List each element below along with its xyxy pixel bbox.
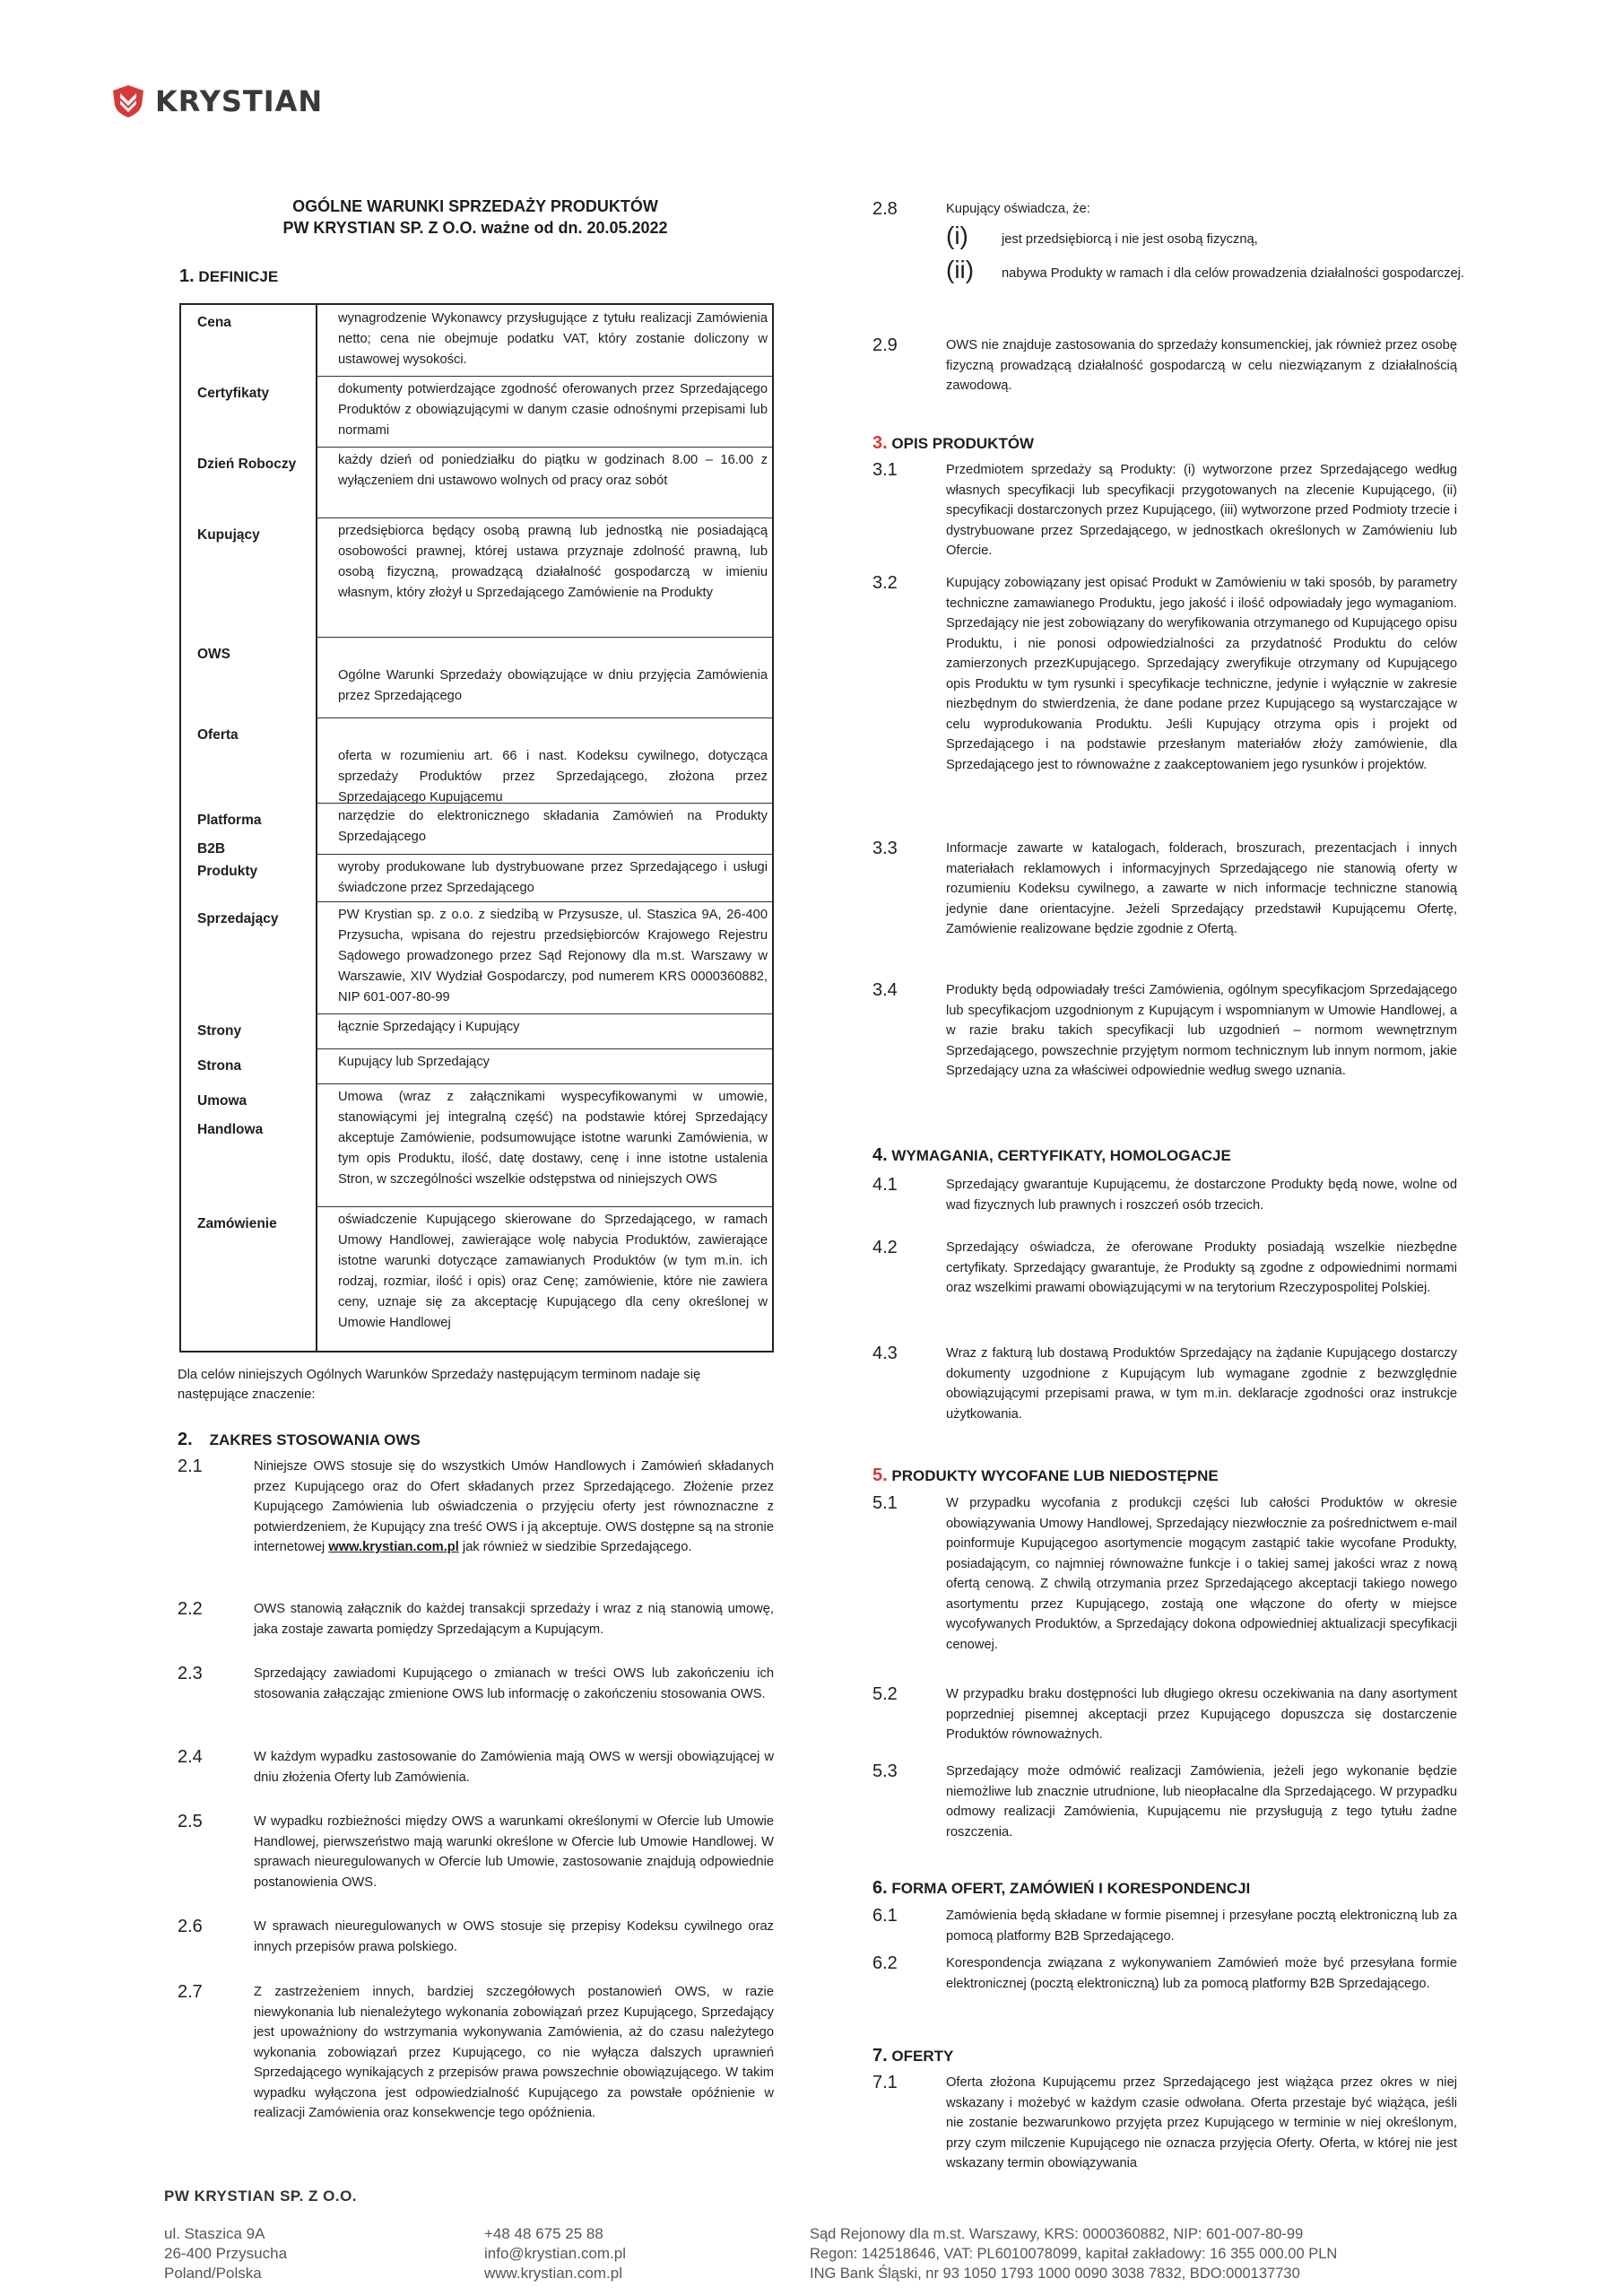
footer-phone[interactable]: +48 48 675 25 88 bbox=[484, 2225, 603, 2242]
clause-text: W wypadku rozbieżności między OWS a warunkami określonymi w Ofercie lub Umowie Handlowej, pierwszeństwo mają warunki określone w Ofercie lub Umowie Handlowej. W sprawach nieuregulowanych w Ofercie lub Umowie, zastosowanie znajdują odpowiednie postanowienia OWS. bbox=[254, 1814, 774, 1890]
section-number: 7. bbox=[872, 2046, 888, 2066]
definition-text: przedsiębiorca będący osobą prawną lub jednostką nie posiadającą osobowości prawnej, której ustawa przyznaje zdolność prawną, lub osobą fizyczną, prowadzącą działalność gospodarczą w imieniu własnym, który złożył u Sprzedającego Zamówienie na Produkty bbox=[338, 524, 768, 600]
krystian-logo-icon bbox=[110, 83, 146, 119]
definition-term: Umowa Handlowa bbox=[197, 1093, 264, 1137]
clause-text: Kupujący zobowiązany jest opisać Produkt w Zamówieniu w taki sposób, by parametry techniczne zamawianego Produktu, jego jakość i ilość odpowiadały jego wymaganiom. Sprzedający nie jest zobowiązany do weryfikowania otrzymanego od Kupującego opisu Produktu, i nie ponosi odpowiedzialności za przydatność Produktu do celów zamierzonych przezKupującego. Sprzedający zweryfikuje otrzymany od Kupującego opis Produktu w tym rysunki i specyfikacje techniczne, jedynie i wyłącznie w zakresie niezbędnym do stwierdzenia, że dane podane przez Kupującego są wystarczające w celu wyprodukowania Produktu. Jeśli Kupujący otrzyma opis i projekt od Sprzedającego i na podstawie przesłanym materiałów złoży zamówienie, dla Sprzedającego jest to równoważne z zaakceptowaniem jego rysunków i projektów. bbox=[946, 576, 1457, 772]
clause-text: W przypadku wycofania z produkcji części lub całości Produktów w okresie obowiązywania Umowy Handlowej, Sprzedający niezwłocznie za pośrednictwem e-mail poinformuje Kupującegoo asortymencie mogącym zastąpić takie wycofane Produkty, posiadającym, co najmniej równoważne funkcje i o takiej samej jakości wraz z nową ofertą cenową. Z chwilą otrzymania przez Sprzedającego akceptacji takiego nowego asortymentu przez Kupującego, zostają one włączone do oferty w miejsce wycofywanych Produktów, a Sprzedający dokona odpowiedniej aktualizacji specyfikacji cenowej. bbox=[946, 1496, 1457, 1652]
clause-number: 3.2 bbox=[872, 573, 898, 593]
clause-text: Niniejsze OWS stosuje się do wszystkich Umów Handlowych i Zamówień składanych przez Kupującego oraz do Ofert składanych przez Sprzedającego. Złożenie przez Kupującego Zamówienia lub oświadczenia o przyjęciu oferty jest równoznaczne z potwierdzeniem, że Kupujący zna treść OWS i ją akceptuje. OWS dostępne są na stronie internetowej www.krystian.com.pl jak również w siedzibie Sprzedającego. bbox=[254, 1459, 774, 1554]
definition-text: oświadczenie Kupującego skierowane do Sprzedającego, w ramach Umowy Handlowej, zawierające wolę nabycia Produktów, zawierające istotne warunki dotyczące zamawianych Produktów (w tym m.in. ich rodzaj, rozmiar, ilość i opis) oraz Cenę; zamówienie, które nie zawiera ceny, uznaje się za akceptację Kupującego dla ceny określonej w Umowie Handlowej bbox=[338, 1213, 768, 1330]
section-4-heading bbox=[872, 1145, 1231, 1166]
section-6-heading bbox=[872, 1878, 1250, 1899]
section-title: OFERTY bbox=[891, 2048, 954, 2065]
footer-company-name: PW KRYSTIAN SP. Z O.O. bbox=[164, 2187, 358, 2205]
clause-number: 2.7 bbox=[178, 1982, 203, 2002]
clause-number: 2.2 bbox=[178, 1599, 203, 1619]
clause-number: 2.9 bbox=[872, 335, 898, 355]
document-title bbox=[269, 196, 681, 239]
section-title: PRODUKTY WYCOFANE LUB NIEDOSTĘPNE bbox=[891, 1467, 1219, 1484]
table-divider bbox=[316, 305, 317, 1351]
point-number: (ii) bbox=[946, 256, 975, 283]
definition-term: Cena bbox=[197, 315, 231, 330]
clause-number: 4.2 bbox=[872, 1238, 898, 1257]
section-number: 6. bbox=[872, 1878, 888, 1898]
section-title: OPIS PRODUKTÓW bbox=[891, 435, 1035, 452]
clause-text: Zamówienia będą składane w formie pisemnej i przesyłane pocztą elektroniczną lub za pomocą platformy B2B Sprzedającego. bbox=[946, 1909, 1457, 1944]
footer-contact bbox=[484, 2224, 626, 2283]
clause-text: Sprzedający gwarantuje Kupującemu, że dostarczone Produkty będą nowe, wolne od wad fizycznych lub prawnych i roszczeń osób trzecich. bbox=[946, 1178, 1457, 1213]
definition-text: oferta w rozumieniu art. 66 i nast. Kodeksu cywilnego, dotycząca sprzedaży Produktów przez Sprzedającego, złożona przez Sprzedającego Kupującemu bbox=[338, 749, 768, 804]
clause-text: Z zastrzeżeniem innych, bardziej szczegółowych postanowień OWS, w razie niewykonania lub nienależytego wykonania zobowiązań przez Kupującego, Sprzedający jest upoważniony do wstrzymania wykonywania Zamówienia, aż do czasu należytego wykonania zobowiązań przez Kupującego, co nie wyłącza dalszych uprawnień Sprzedającego wynikających z przepisów prawa powszechnie obowiązującego. W takim wypadku wyłączona jest odpowiedzialność Kupującego za powstałe opóźnienie w realizacji Zamówienia oraz konsekwencje tego opóźnienia. bbox=[254, 1985, 774, 2120]
definition-text: łącznie Sprzedający i Kupujący bbox=[338, 1020, 520, 1034]
clause-number: 3.4 bbox=[872, 980, 898, 1000]
section-number: 4. bbox=[872, 1145, 888, 1165]
footer-legal-info: Sąd Rejonowy dla m.st. Warszawy, KRS: 0000360882, NIP: 601-007-80-99 Regon: 142518646, VAT: PL6010078099, kapitał zakładowy: 16 355 000.00 PLN ING Bank Śląski, nr 93 1050 1793 1000 0090 3038 7832, BDO:000137730 bbox=[810, 2226, 1338, 2282]
brand-name: KRYSTIAN bbox=[155, 84, 324, 118]
definition-term: Strona bbox=[197, 1058, 242, 1074]
section-title: WYMAGANIA, CERTYFIKATY, HOMOLOGACJE bbox=[891, 1147, 1231, 1164]
definition-text: narzędzie do elektronicznego składania Zamówień na Produkty Sprzedającego bbox=[338, 809, 768, 844]
clause-number: 3.1 bbox=[872, 460, 898, 480]
clause-number: 7.1 bbox=[872, 2073, 898, 2092]
clause-number: 4.3 bbox=[872, 1344, 898, 1363]
clause-text: Wraz z fakturą lub dostawą Produktów Sprzedający na żądanie Kupującego dostarczy dokumenty uzgodnione z Kupującym lub wymagane zgodnie z bezwzględnie obowiązującymi przepisami prawa, w tym m.in. deklaracje zgodności oraz instrukcje użytkowania. bbox=[946, 1346, 1457, 1422]
clause-text: Sprzedający może odmówić realizacji Zamówienia, jeżeli jego wykonanie będzie niemożliwe lub znacznie utrudnione, lub nieopłacalne dla Sprzedającego. W przypadku odmowy realizacji Zamówienia, Kupującemu nie przysługują z tego tytułu żadne roszczenia. bbox=[946, 1764, 1457, 1839]
section-number: 5. bbox=[872, 1465, 888, 1485]
definition-text: Kupujący lub Sprzedający bbox=[338, 1055, 490, 1069]
section-7-heading bbox=[872, 2046, 953, 2066]
definition-text: wyroby produkowane lub dystrybuowane przez Sprzedającego i usługi świadczone przez Sprzedającego bbox=[338, 860, 768, 895]
definition-text: dokumenty potwierdzające zgodność oferowanych przez Sprzedającego Produktów z obowiązującymi w danym czasie odnośnymi przepisami lub normami bbox=[338, 382, 768, 438]
section-5-heading bbox=[872, 1465, 1219, 1486]
clause-number: 6.1 bbox=[872, 1906, 898, 1926]
clause-text: W przypadku braku dostępności lub długiego okresu oczekiwania na dany asortyment poprzedniej pisemnej akceptacji przez Kupującego dopuszcza się dostarczenie Produktów równoważnych. bbox=[946, 1687, 1457, 1742]
section-2-heading bbox=[178, 1430, 421, 1450]
clause-number: 5.1 bbox=[872, 1493, 898, 1513]
clause-number: 4.1 bbox=[872, 1175, 898, 1195]
title-line-1: OGÓLNE WARUNKI SPRZEDAŻY PRODUKTÓW bbox=[292, 197, 658, 215]
definition-term: Strony bbox=[197, 1023, 242, 1039]
section-number: 2. bbox=[178, 1430, 193, 1449]
definition-text: wynagrodzenie Wykonawcy przysługujące z tytułu realizacji Zamówienia netto; cena nie obejmuje podatku VAT, który zostanie doliczony w ustawowej wysokości. bbox=[338, 311, 768, 367]
clause-number: 3.3 bbox=[872, 839, 898, 858]
footer-address: ul. Staszica 9A 26-400 Przysucha Poland/Polska bbox=[164, 2225, 288, 2282]
clause-number: 5.2 bbox=[872, 1684, 898, 1704]
clause-number: 6.2 bbox=[872, 1953, 898, 1973]
clause-text: Przedmiotem sprzedaży są Produkty: (i) wytworzone przez Sprzedającego według własnych specyfikacji lub specyfikacji przygotowanych na zlecenie Kupującego, (ii) specyfikacji dostarczonych przez Kupującego, (iii) wytworzone przed Podmioty trzecie i dystrybuowane przez Sprzedającego, w jednostkach określonych w Zamówieniu lub Ofercie. bbox=[946, 463, 1457, 558]
section-number: 3. bbox=[872, 433, 888, 453]
clause-text: W sprawach nieuregulowanych w OWS stosuje się przepisy Kodeksu cywilnego oraz innych przepisów prawa polskiego. bbox=[254, 1919, 774, 1954]
section-3-heading bbox=[872, 433, 1034, 454]
point-text: nabywa Produkty w ramach i dla celów prowadzenia działalności gospodarczej. bbox=[1002, 266, 1464, 281]
clause-number: 2.8 bbox=[872, 199, 898, 219]
website-link[interactable]: www.krystian.com.pl bbox=[328, 1540, 459, 1554]
definition-term: Produkty bbox=[197, 864, 258, 879]
section-1-heading bbox=[179, 266, 278, 287]
definition-text: Umowa (wraz z załącznikami wyspecyfikowanymi w umowie, stanowiącymi jej integralną część) na podstawie której Sprzedający akceptuje Zamówienie, podsumowujące istotne warunki Zamówienia, w tym opis Produktu, ilość, datę dostawy, cenę i inne istotne ustalenia Stron, w szczególności wszelkie odstępstwa od niniejszych OWS bbox=[338, 1090, 768, 1187]
clause-text: OWS stanowią załącznik do każdej transakcji sprzedaży i wraz z nią stanowią umowę, jaka zostaje zawarta pomiędzy Sprzedającym a Kupującym. bbox=[254, 1602, 774, 1637]
definitions-note: Dla celów niniejszych Ogólnych Warunków Sprzedaży następującym terminom nadaje się następujące znaczenie: bbox=[178, 1368, 701, 1402]
point-text: jest przedsiębiorcą i nie jest osobą fizyczną, bbox=[1002, 232, 1258, 247]
definition-term: Zamówienie bbox=[197, 1216, 277, 1231]
section-title: FORMA OFERT, ZAMÓWIEŃ I KORESPONDENCJI bbox=[891, 1880, 1251, 1897]
definition-term: Dzień Roboczy bbox=[197, 457, 297, 472]
title-line-2: PW KRYSTIAN SP. Z O.O. ważne od dn. 20.05.2022 bbox=[282, 219, 668, 237]
company-logo bbox=[110, 83, 323, 119]
section-title: ZAKRES STOSOWANIA OWS bbox=[209, 1431, 421, 1448]
clause-text: Oferta złożona Kupującemu przez Sprzedającego jest wiążąca przez okres w niej wskazany i możebyć w każdym czasie odwołana. Oferta przestaje być wiążąca, jeśli nie zostanie bezwarunkowo przyjęta przez Kupującego w terminie w niej określonym, przy czym milczenie Kupującego nie oznacza przyjęcia Oferty. Oferta, w której nie jest wskazany termin obowiązywania bbox=[946, 2075, 1457, 2170]
clause-number: 2.4 bbox=[178, 1747, 203, 1767]
clause-text: Sprzedający oświadcza, że oferowane Produkty posiadają wszelkie niezbędne certyfikaty. Sprzedający gwarantuje, że Produkty są zgodne z odpowiednimi normami oraz wszelkimi prawami obowiązującymi w na terytorium Rzeczypospolitej Polskiej. bbox=[946, 1240, 1457, 1295]
clause-number: 5.3 bbox=[872, 1761, 898, 1781]
definition-text: każdy dzień od poniedziałku do piątku w godzinach 8.00 – 16.00 z wyłączeniem dni ustawowo wolnych od pracy oraz sobót bbox=[338, 453, 768, 488]
clause-text: Informacje zawarte w katalogach, folderach, broszurach, prezentacjach i innych materiałach reklamowych i informacyjnych Sprzedającego nie stanowią oferty w rozumieniu Kodeksu cywilnego, a zawarte w nich informacje techniczne stanowią jedynie dane orientacyjne. Jeżeli Sprzedający przedstawił Kupującemu Ofertę, Zamówienie realizowane będzie zgodnie z Ofertą. bbox=[946, 841, 1457, 936]
footer-email[interactable]: info@krystian.com.pl bbox=[484, 2245, 627, 2262]
clause-number: 2.5 bbox=[178, 1812, 203, 1831]
definitions-table bbox=[179, 303, 774, 1352]
clause-text: Korespondencja związana z wykonywaniem Zamówień może być przesyłana formie elektronicznej (pocztą elektroniczną) lub za pomocą platformy B2B Sprzedającego. bbox=[946, 1956, 1457, 1991]
definition-term: Sprzedający bbox=[197, 911, 279, 926]
definition-term: Platforma B2B bbox=[197, 813, 262, 857]
clause-text: Sprzedający zawiadomi Kupującego o zmianach w treści OWS lub zakończeniu ich stosowania załączając zmienione OWS lub informację o zakończeniu stosowania OWS. bbox=[254, 1666, 774, 1701]
clause-text: W każdym wypadku zastosowanie do Zamówienia mają OWS w wersji obowiązującej w dniu złożenia Oferty lub Zamówienia. bbox=[254, 1750, 774, 1785]
section-title: DEFINICJE bbox=[198, 268, 279, 285]
point-number: (i) bbox=[946, 222, 968, 249]
section-number: 1. bbox=[179, 266, 195, 286]
definition-term: Certyfikaty bbox=[197, 386, 270, 401]
clause-text: OWS nie znajduje zastosowania do sprzedaży konsumenckiej, jak również przez osobę fizyczną prowadzącą działalność gospodarczą w celu niezwiązanym z działalnością zawodową. bbox=[946, 338, 1457, 393]
definition-text: Ogólne Warunki Sprzedaży obowiązujące w dniu przyjęcia Zamówienia przez Sprzedającego bbox=[338, 668, 768, 703]
definition-term: OWS bbox=[197, 647, 231, 662]
clause-number: 2.3 bbox=[178, 1664, 203, 1683]
footer-website[interactable]: www.krystian.com.pl bbox=[484, 2265, 622, 2282]
clause-number: 2.6 bbox=[178, 1917, 203, 1936]
clause-text: Kupujący oświadcza, że: bbox=[946, 202, 1090, 216]
clause-number: 2.1 bbox=[178, 1457, 203, 1476]
definition-term: Oferta bbox=[197, 727, 239, 743]
definition-term: Kupujący bbox=[197, 527, 260, 543]
definition-text: PW Krystian sp. z o.o. z siedzibą w Przysusze, ul. Staszica 9A, 26-400 Przysucha, wpisana do rejestru przedsiębiorców Krajowego Rejestru Sądowego prowadzonego przez Sąd Rejonowy dla m.st. Warszawy w Warszawie, XIV Wydział Gospodarczy, pod numerem KRS 0000360882, NIP 601-007-80-99 bbox=[338, 908, 768, 1004]
clause-text: Produkty będą odpowiadały treści Zamówienia, ogólnym specyfikacjom Sprzedającego lub specyfikacjom uzgodnionym z Kupującym i wspomnianym w Umowie Handlowej, a w razie braku takich specyfikacji lub uzgodnień – normom wewnętrznym Sprzedającego, powszechnie przyjętym normom technicznym lub innym normom, jakie Sprzedający uzna za właściwei odpowiednie według swego uznania. bbox=[946, 983, 1457, 1078]
